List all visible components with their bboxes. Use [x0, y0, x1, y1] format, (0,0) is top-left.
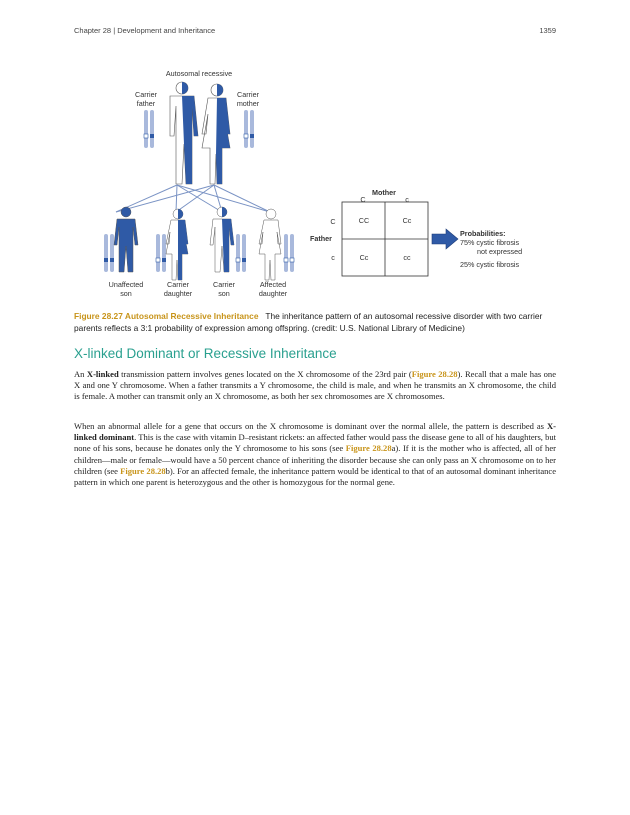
punnett-cell-2-2: cc [403, 253, 411, 262]
figure-caption-title: Figure 28.27 Autosomal Recessive Inheritance [74, 311, 259, 321]
mother-chromosomes [244, 110, 254, 148]
p2-text-2: . This is the case with vitamin D–resistant rickets: an affected father would pass the disease gene to all of his daughters, but none of his sons, because he donates only the Y chromosome to his sons (see [74, 432, 556, 454]
term-x-linked: X-linked [86, 369, 119, 379]
punnett-row-allele-1: C [330, 217, 336, 226]
section-heading: X-linked Dominant or Recessive Inheritance [74, 346, 337, 361]
figure-caption-text: The inheritance pattern of an autosomal recessive disorder with two carrier parents reflects a 3:1 probability of expression among offspring. (credit: U.S. National Library of Medicine) [74, 311, 543, 333]
page-number: 1359 [539, 26, 556, 35]
inheritance-figure [74, 62, 556, 302]
probability-line-2: not expressed [477, 247, 523, 256]
figure-link-28-28b[interactable]: Figure 28.28 [120, 465, 166, 476]
carrier-father-figure [170, 82, 198, 184]
label-child-2: Carrier daughter [163, 280, 193, 298]
carrier-son-figure [210, 207, 246, 272]
figure-top-title: Autosomal recessive [165, 69, 233, 78]
probability-line-1: 75% cystic fibrosis [460, 238, 520, 247]
unaffected-son-figure [104, 207, 138, 272]
punnett-cell-1-1: CC [358, 216, 370, 225]
punnett-cell-1-2: Cc [402, 216, 412, 225]
label-child-1: Unaffected son [108, 280, 144, 298]
figure-caption [74, 311, 556, 334]
punnett-cell-2-1: Cc [359, 253, 369, 262]
punnett-square [342, 202, 428, 276]
label-carrier-mother: Carrier mother [236, 90, 260, 108]
figure-link-28-28[interactable]: Figure 28.28 [411, 369, 458, 379]
p1-text-1: An [74, 369, 87, 379]
figure-link-28-28a[interactable]: Figure 28.28 [345, 443, 392, 454]
arrow-right-icon [432, 229, 458, 249]
punnett-mother-label: Mother [372, 188, 396, 197]
carrier-daughter-figure [156, 209, 188, 280]
label-carrier-father: Carrier father [135, 90, 157, 108]
punnett-row-allele-2: c [331, 253, 335, 262]
probability-line-3: 25% cystic fibrosis [460, 260, 520, 269]
carrier-mother-figure [202, 84, 230, 184]
probabilities-title: Probabilities: [460, 229, 506, 238]
inheritance-lines [116, 185, 270, 212]
p1-text-3: ). Recall that a male has one X and one Y chromosome. When a father transmits a Y chromosome, the child is male, and when he transmits an X chromosome, the child is female. A mother can transmit only an X chromosome, as both her sex chromosomes are X chromosomes. [74, 369, 556, 402]
p2-text-4: b). For an affected female, the inheritance pattern would be identical to that of an autosomal dominant inheritance pattern in which one parent is heterozygous and the other is homozygous for the normal gene. [74, 465, 556, 488]
paragraph-1 [74, 369, 556, 403]
term-x-linked-dominant: X-linked dominant [74, 421, 556, 443]
label-child-3: Carrier son [213, 280, 235, 298]
paragraph-2 [74, 421, 556, 488]
punnett-col-allele-1: C [360, 195, 366, 204]
punnett-father-label: Father [310, 234, 332, 243]
punnett-col-allele-2: c [405, 195, 409, 204]
label-child-4: Affected daughter [258, 280, 288, 298]
father-chromosomes [144, 110, 154, 148]
p2-text-1: When an abnormal allele for a gene that occurs on the X chromosome is dominant over the normal allele, the pattern is described as [74, 421, 547, 431]
affected-daughter-figure [259, 209, 294, 280]
p1-text-2: transmission pattern involves genes located on the X chromosome of the 23rd pair ( [118, 369, 412, 379]
running-header-chapter: Chapter 28 | Development and Inheritance [74, 26, 216, 35]
p2-text-3: a). If it is the mother who is affected, all of her children—male or female—would have a 50 percent chance of inheriting the disorder because she can only pass an X chromosome on to her children (see [74, 443, 556, 476]
